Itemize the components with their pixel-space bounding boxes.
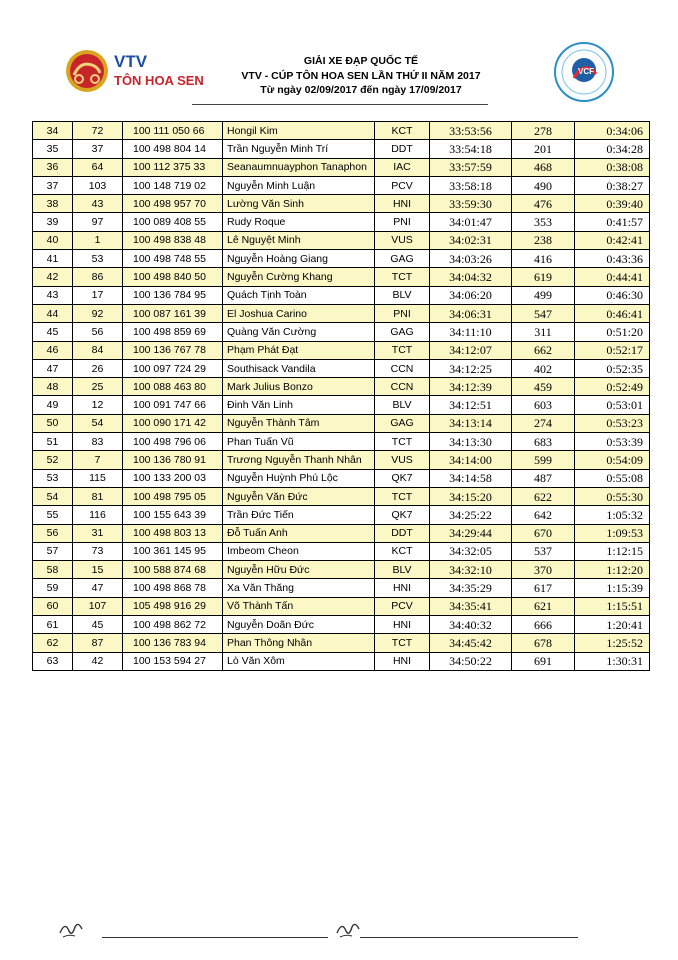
uci-id-cell: 100 136 767 78	[123, 341, 223, 359]
table-row	[33, 414, 650, 432]
signature-icon	[334, 917, 362, 941]
table-row	[33, 597, 650, 615]
rider-name-cell: Lê Nguyệt Minh	[223, 231, 375, 249]
time-gap-cell: 0:41:57	[575, 213, 650, 231]
bib-cell: 54	[73, 414, 123, 432]
title-line-1: GIẢI XE ĐẠP QUỐC TẾ	[303, 55, 419, 67]
bib-cell: 37	[73, 140, 123, 158]
results-table	[32, 121, 650, 671]
table-row	[33, 122, 650, 140]
team-code-cell: DDT	[375, 524, 430, 542]
time-gap-cell: 1:25:52	[575, 634, 650, 652]
table-row	[33, 579, 650, 597]
table-row	[33, 323, 650, 341]
rank-cell: 52	[33, 451, 73, 469]
rider-name-cell: Lường Văn Sinh	[223, 195, 375, 213]
total-time-cell: 34:02:31	[430, 231, 512, 249]
uci-id-cell: 100 498 840 50	[123, 268, 223, 286]
rank-cell: 62	[33, 634, 73, 652]
logo-vtv-text: VTV	[114, 52, 148, 71]
team-code-cell: DDT	[375, 140, 430, 158]
time-gap-cell: 0:38:27	[575, 176, 650, 194]
time-gap-cell: 0:53:39	[575, 433, 650, 451]
uci-id-cell: 100 090 171 42	[123, 414, 223, 432]
rank-cell: 42	[33, 268, 73, 286]
rank-cell: 59	[33, 579, 73, 597]
rank-cell: 60	[33, 597, 73, 615]
bib-cell: 15	[73, 561, 123, 579]
rider-name-cell: El Joshua Carino	[223, 304, 375, 322]
table-row	[33, 268, 650, 286]
bib-cell: 72	[73, 122, 123, 140]
total-time-cell: 34:04:32	[430, 268, 512, 286]
uci-id-cell: 100 498 957 70	[123, 195, 223, 213]
points-cell: 619	[512, 268, 575, 286]
uci-id-cell: 100 155 643 39	[123, 506, 223, 524]
uci-id-cell: 100 498 795 05	[123, 487, 223, 505]
bib-cell: 7	[73, 451, 123, 469]
time-gap-cell: 0:52:17	[575, 341, 650, 359]
total-time-cell: 34:35:41	[430, 597, 512, 615]
time-gap-cell: 1:12:20	[575, 561, 650, 579]
table-row	[33, 634, 650, 652]
time-gap-cell: 0:52:49	[575, 378, 650, 396]
bib-cell: 107	[73, 597, 123, 615]
total-time-cell: 33:54:18	[430, 140, 512, 158]
header-divider	[192, 104, 488, 105]
team-code-cell: BLV	[375, 396, 430, 414]
rank-cell: 56	[33, 524, 73, 542]
team-code-cell: HNI	[375, 579, 430, 597]
points-cell: 274	[512, 414, 575, 432]
logo-ton-hoa-sen-text: TÔN HOA SEN	[114, 73, 204, 88]
bib-cell: 73	[73, 542, 123, 560]
points-cell: 537	[512, 542, 575, 560]
rank-cell: 35	[33, 140, 73, 158]
bib-cell: 115	[73, 469, 123, 487]
rank-cell: 45	[33, 323, 73, 341]
team-code-cell: BLV	[375, 561, 430, 579]
table-row	[33, 542, 650, 560]
rank-cell: 54	[33, 487, 73, 505]
bib-cell: 43	[73, 195, 123, 213]
team-code-cell: VUS	[375, 231, 430, 249]
total-time-cell: 34:40:32	[430, 616, 512, 634]
rank-cell: 63	[33, 652, 73, 670]
rank-cell: 50	[33, 414, 73, 432]
uci-id-cell: 100 089 408 55	[123, 213, 223, 231]
rider-name-cell: Lò Văn Xôm	[223, 652, 375, 670]
uci-id-cell: 100 498 838 48	[123, 231, 223, 249]
bib-cell: 87	[73, 634, 123, 652]
time-gap-cell: 0:51:20	[575, 323, 650, 341]
rank-cell: 48	[33, 378, 73, 396]
table-row	[33, 506, 650, 524]
team-code-cell: KCT	[375, 542, 430, 560]
total-time-cell: 34:32:10	[430, 561, 512, 579]
signature-line-1	[102, 937, 328, 938]
total-time-cell: 34:15:20	[430, 487, 512, 505]
time-gap-cell: 0:55:30	[575, 487, 650, 505]
team-code-cell: PNI	[375, 213, 430, 231]
bib-cell: 56	[73, 323, 123, 341]
time-gap-cell: 0:39:40	[575, 195, 650, 213]
rider-name-cell: Nguyễn Cường Khang	[223, 268, 375, 286]
uci-id-cell: 100 111 050 66	[123, 122, 223, 140]
table-row	[33, 176, 650, 194]
total-time-cell: 34:25:22	[430, 506, 512, 524]
team-code-cell: CCN	[375, 378, 430, 396]
uci-id-cell: 100 498 862 72	[123, 616, 223, 634]
rank-cell: 37	[33, 176, 73, 194]
total-time-cell: 34:13:30	[430, 433, 512, 451]
time-gap-cell: 0:34:28	[575, 140, 650, 158]
total-time-cell: 34:32:05	[430, 542, 512, 560]
bib-cell: 97	[73, 213, 123, 231]
time-gap-cell: 1:12:15	[575, 542, 650, 560]
table-row	[33, 250, 650, 268]
vcf-emblem-icon	[552, 40, 616, 104]
points-cell: 370	[512, 561, 575, 579]
bib-cell: 17	[73, 286, 123, 304]
rank-cell: 46	[33, 341, 73, 359]
points-cell: 599	[512, 451, 575, 469]
points-cell: 642	[512, 506, 575, 524]
table-row	[33, 487, 650, 505]
bib-cell: 45	[73, 616, 123, 634]
rider-name-cell: Nguyễn Hoàng Giang	[223, 250, 375, 268]
rank-cell: 40	[33, 231, 73, 249]
time-gap-cell: 0:46:41	[575, 304, 650, 322]
rider-name-cell: Phan Thông Nhân	[223, 634, 375, 652]
rank-cell: 41	[33, 250, 73, 268]
team-code-cell: HNI	[375, 652, 430, 670]
team-code-cell: TCT	[375, 268, 430, 286]
rank-cell: 61	[33, 616, 73, 634]
time-gap-cell: 0:53:01	[575, 396, 650, 414]
table-row	[33, 231, 650, 249]
team-code-cell: TCT	[375, 487, 430, 505]
team-code-cell: CCN	[375, 359, 430, 377]
rider-name-cell: Phạm Phát Đạt	[223, 341, 375, 359]
total-time-cell: 33:58:18	[430, 176, 512, 194]
title-line-3: Từ ngày 02/09/2017 đến ngày 17/09/2017	[260, 84, 462, 96]
bib-cell: 25	[73, 378, 123, 396]
uci-id-cell: 100 148 719 02	[123, 176, 223, 194]
total-time-cell: 33:53:56	[430, 122, 512, 140]
rider-name-cell: Nguyễn Huỳnh Phú Lộc	[223, 469, 375, 487]
table-row	[33, 396, 650, 414]
uci-id-cell: 100 498 868 78	[123, 579, 223, 597]
rider-name-cell: Quách Tịnh Toàn	[223, 286, 375, 304]
total-time-cell: 34:11:10	[430, 323, 512, 341]
bib-cell: 81	[73, 487, 123, 505]
points-cell: 678	[512, 634, 575, 652]
table-row	[33, 195, 650, 213]
time-gap-cell: 0:53:23	[575, 414, 650, 432]
uci-id-cell: 100 498 804 14	[123, 140, 223, 158]
total-time-cell: 34:06:20	[430, 286, 512, 304]
time-gap-cell: 1:15:39	[575, 579, 650, 597]
points-cell: 311	[512, 323, 575, 341]
uci-id-cell: 100 088 463 80	[123, 378, 223, 396]
rank-cell: 34	[33, 122, 73, 140]
table-row	[33, 652, 650, 670]
points-cell: 201	[512, 140, 575, 158]
rider-name-cell: Xa Văn Thăng	[223, 579, 375, 597]
table-row	[33, 433, 650, 451]
team-code-cell: IAC	[375, 158, 430, 176]
points-cell: 603	[512, 396, 575, 414]
bib-cell: 42	[73, 652, 123, 670]
rider-name-cell: Võ Thành Tấn	[223, 597, 375, 615]
rank-cell: 44	[33, 304, 73, 322]
table-row	[33, 451, 650, 469]
vcf-logo	[552, 40, 616, 104]
team-code-cell: GAG	[375, 250, 430, 268]
team-code-cell: GAG	[375, 414, 430, 432]
total-time-cell: 34:12:07	[430, 341, 512, 359]
bib-cell: 12	[73, 396, 123, 414]
total-time-cell: 34:45:42	[430, 634, 512, 652]
points-cell: 683	[512, 433, 575, 451]
time-gap-cell: 0:43:36	[575, 250, 650, 268]
team-code-cell: PCV	[375, 176, 430, 194]
team-code-cell: QK7	[375, 506, 430, 524]
points-cell: 547	[512, 304, 575, 322]
total-time-cell: 34:14:58	[430, 469, 512, 487]
team-code-cell: QK7	[375, 469, 430, 487]
table-row	[33, 469, 650, 487]
time-gap-cell: 0:44:41	[575, 268, 650, 286]
bib-cell: 26	[73, 359, 123, 377]
points-cell: 459	[512, 378, 575, 396]
bib-cell: 103	[73, 176, 123, 194]
uci-id-cell: 100 112 375 33	[123, 158, 223, 176]
vcf-logo-text: VCF	[578, 67, 594, 76]
rider-name-cell: Seanaumnuayphon Tanaphon	[223, 158, 375, 176]
rank-cell: 53	[33, 469, 73, 487]
uci-id-cell: 105 498 916 29	[123, 597, 223, 615]
uci-id-cell: 100 133 200 03	[123, 469, 223, 487]
uci-id-cell: 100 498 803 13	[123, 524, 223, 542]
rider-name-cell: Imbeom Cheon	[223, 542, 375, 560]
team-code-cell: PCV	[375, 597, 430, 615]
rank-cell: 39	[33, 213, 73, 231]
points-cell: 490	[512, 176, 575, 194]
table-row	[33, 359, 650, 377]
time-gap-cell: 0:38:08	[575, 158, 650, 176]
points-cell: 468	[512, 158, 575, 176]
table-row	[33, 524, 650, 542]
rider-name-cell: Mark Julius Bonzo	[223, 378, 375, 396]
rank-cell: 55	[33, 506, 73, 524]
points-cell: 278	[512, 122, 575, 140]
team-code-cell: KCT	[375, 122, 430, 140]
table-row	[33, 286, 650, 304]
points-cell: 666	[512, 616, 575, 634]
rank-cell: 36	[33, 158, 73, 176]
uci-id-cell: 100 498 796 06	[123, 433, 223, 451]
uci-id-cell: 100 136 784 95	[123, 286, 223, 304]
total-time-cell: 34:29:44	[430, 524, 512, 542]
points-cell: 487	[512, 469, 575, 487]
bib-cell: 64	[73, 158, 123, 176]
rank-cell: 38	[33, 195, 73, 213]
rider-name-cell: Southisack Vandila	[223, 359, 375, 377]
time-gap-cell: 0:34:06	[575, 122, 650, 140]
time-gap-cell: 1:05:32	[575, 506, 650, 524]
uci-id-cell: 100 588 874 68	[123, 561, 223, 579]
rider-name-cell: Trương Nguyễn Thanh Nhân	[223, 451, 375, 469]
points-cell: 622	[512, 487, 575, 505]
time-gap-cell: 0:46:30	[575, 286, 650, 304]
bib-cell: 47	[73, 579, 123, 597]
total-time-cell: 34:35:29	[430, 579, 512, 597]
team-code-cell: PNI	[375, 304, 430, 322]
uci-id-cell: 100 498 748 55	[123, 250, 223, 268]
total-time-cell: 33:57:59	[430, 158, 512, 176]
time-gap-cell: 0:42:41	[575, 231, 650, 249]
uci-id-cell: 100 136 783 94	[123, 634, 223, 652]
bib-cell: 1	[73, 231, 123, 249]
rider-name-cell: Quàng Văn Cường	[223, 323, 375, 341]
bib-cell: 116	[73, 506, 123, 524]
team-code-cell: TCT	[375, 634, 430, 652]
rider-name-cell: Hongil Kim	[223, 122, 375, 140]
team-code-cell: HNI	[375, 616, 430, 634]
time-gap-cell: 0:52:35	[575, 359, 650, 377]
time-gap-cell: 1:15:51	[575, 597, 650, 615]
rider-name-cell: Nguyễn Minh Luận	[223, 176, 375, 194]
signature-line-2	[360, 937, 578, 938]
team-code-cell: TCT	[375, 433, 430, 451]
rank-cell: 57	[33, 542, 73, 560]
total-time-cell: 34:14:00	[430, 451, 512, 469]
points-cell: 670	[512, 524, 575, 542]
rider-name-cell: Đỗ Tuấn Anh	[223, 524, 375, 542]
points-cell: 499	[512, 286, 575, 304]
uci-id-cell: 100 136 780 91	[123, 451, 223, 469]
signature-icon	[57, 917, 85, 941]
table-row	[33, 304, 650, 322]
points-cell: 691	[512, 652, 575, 670]
rank-cell: 47	[33, 359, 73, 377]
points-cell: 416	[512, 250, 575, 268]
table-row	[33, 378, 650, 396]
points-cell: 617	[512, 579, 575, 597]
table-row	[33, 341, 650, 359]
rider-name-cell: Rudy Roque	[223, 213, 375, 231]
rider-name-cell: Nguyễn Hữu Đức	[223, 561, 375, 579]
points-cell: 238	[512, 231, 575, 249]
bib-cell: 53	[73, 250, 123, 268]
bib-cell: 92	[73, 304, 123, 322]
rider-name-cell: Nguyễn Doãn Đức	[223, 616, 375, 634]
total-time-cell: 34:12:25	[430, 359, 512, 377]
uci-id-cell: 100 097 724 29	[123, 359, 223, 377]
bib-cell: 31	[73, 524, 123, 542]
bib-cell: 84	[73, 341, 123, 359]
rider-name-cell: Nguyễn Thành Tâm	[223, 414, 375, 432]
uci-id-cell: 100 361 145 95	[123, 542, 223, 560]
points-cell: 621	[512, 597, 575, 615]
team-code-cell: GAG	[375, 323, 430, 341]
bib-cell: 83	[73, 433, 123, 451]
time-gap-cell: 0:55:08	[575, 469, 650, 487]
rank-cell: 51	[33, 433, 73, 451]
team-code-cell: BLV	[375, 286, 430, 304]
uci-id-cell: 100 087 161 39	[123, 304, 223, 322]
total-time-cell: 34:50:22	[430, 652, 512, 670]
rank-cell: 49	[33, 396, 73, 414]
points-cell: 402	[512, 359, 575, 377]
team-code-cell: VUS	[375, 451, 430, 469]
rider-name-cell: Nguyễn Văn Đức	[223, 487, 375, 505]
points-cell: 476	[512, 195, 575, 213]
uci-id-cell: 100 498 859 69	[123, 323, 223, 341]
bib-cell: 86	[73, 268, 123, 286]
rider-name-cell: Phan Tuấn Vũ	[223, 433, 375, 451]
uci-id-cell: 100 091 747 66	[123, 396, 223, 414]
points-cell: 662	[512, 341, 575, 359]
rank-cell: 43	[33, 286, 73, 304]
total-time-cell: 33:59:30	[430, 195, 512, 213]
time-gap-cell: 0:54:09	[575, 451, 650, 469]
table-row	[33, 616, 650, 634]
time-gap-cell: 1:20:41	[575, 616, 650, 634]
rider-name-cell: Đinh Văn Linh	[223, 396, 375, 414]
total-time-cell: 34:03:26	[430, 250, 512, 268]
total-time-cell: 34:12:39	[430, 378, 512, 396]
title-line-2: VTV - CÚP TÔN HOA SEN LẦN THỨ II NĂM 2017	[241, 70, 481, 82]
rank-cell: 58	[33, 561, 73, 579]
table-row	[33, 140, 650, 158]
total-time-cell: 34:12:51	[430, 396, 512, 414]
total-time-cell: 34:13:14	[430, 414, 512, 432]
team-code-cell: HNI	[375, 195, 430, 213]
total-time-cell: 34:06:31	[430, 304, 512, 322]
table-row	[33, 213, 650, 231]
rider-name-cell: Trần Nguyễn Minh Trí	[223, 140, 375, 158]
uci-id-cell: 100 153 594 27	[123, 652, 223, 670]
time-gap-cell: 1:09:53	[575, 524, 650, 542]
rider-name-cell: Trần Đức Tiến	[223, 506, 375, 524]
points-cell: 353	[512, 213, 575, 231]
table-row	[33, 561, 650, 579]
time-gap-cell: 1:30:31	[575, 652, 650, 670]
team-code-cell: TCT	[375, 341, 430, 359]
table-row	[33, 158, 650, 176]
total-time-cell: 34:01:47	[430, 213, 512, 231]
